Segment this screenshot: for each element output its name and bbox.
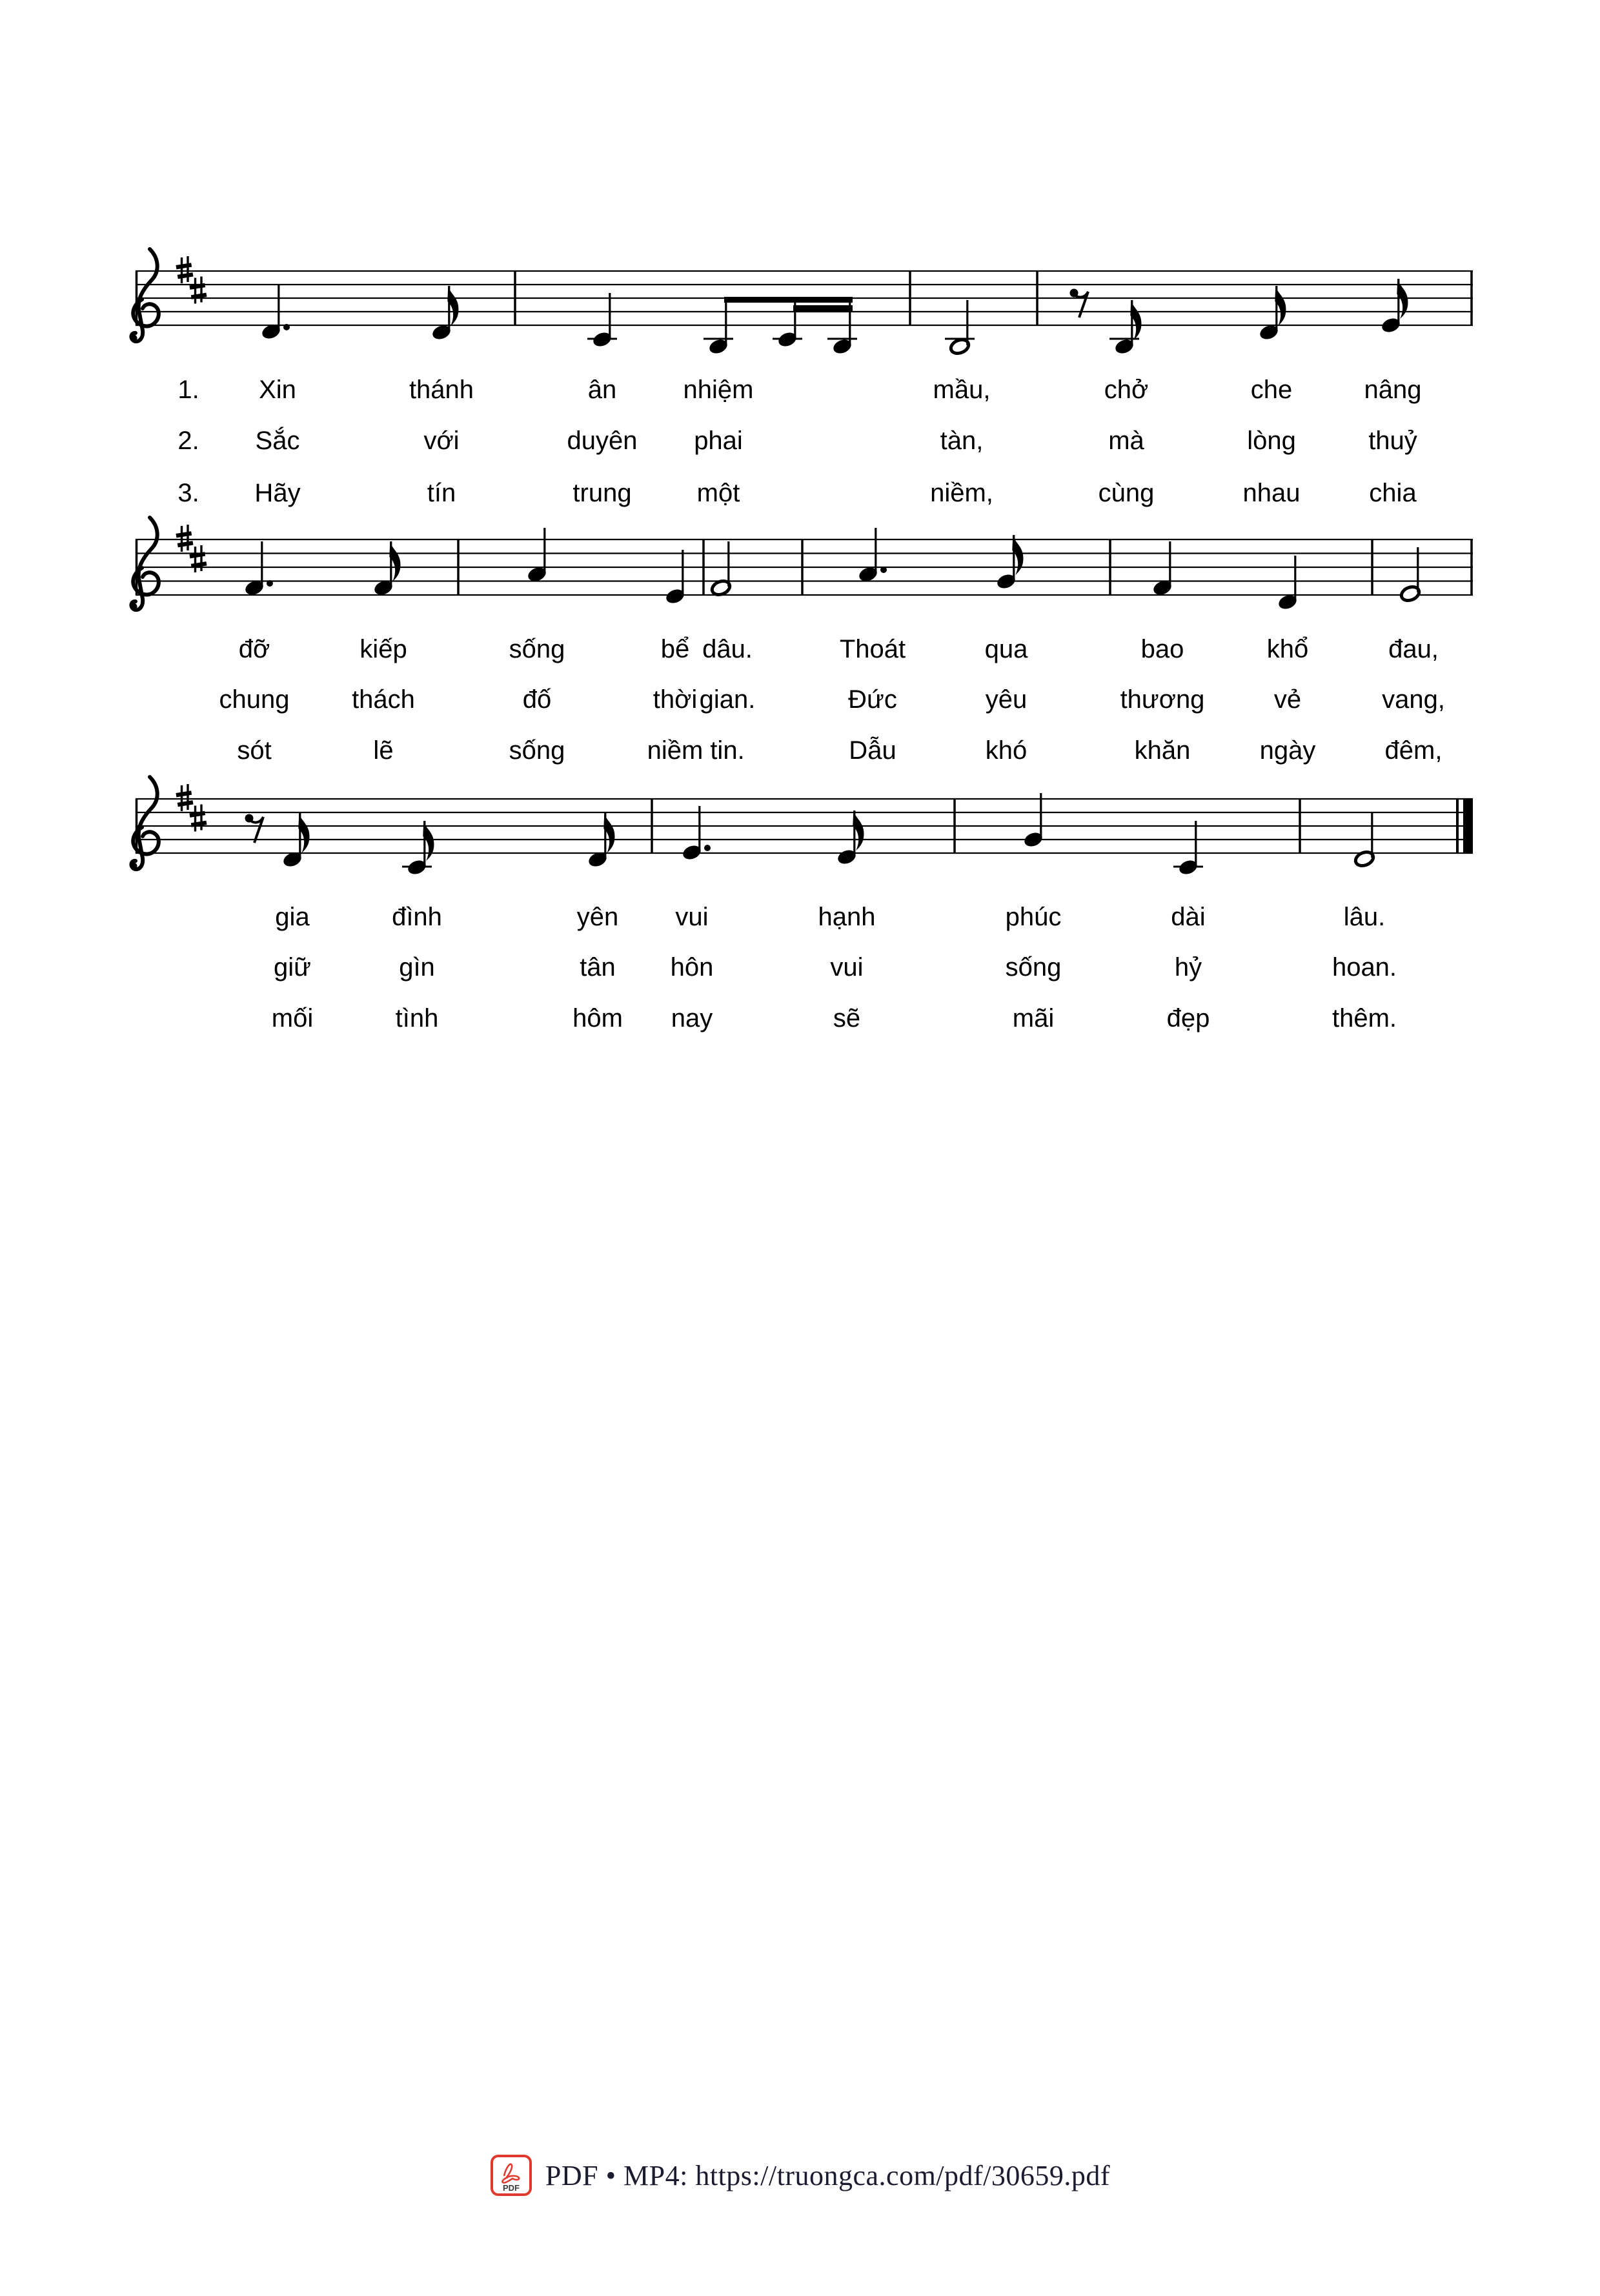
lyric-syllable: khăn [1134, 736, 1191, 765]
lyric-syllable: khổ [1266, 635, 1309, 663]
lyric-syllable: niềm, [930, 479, 993, 507]
lyric-syllable: hôn [670, 953, 714, 982]
footer [0, 2154, 1600, 2197]
lyric-syllable: vui [675, 903, 709, 931]
lyric-syllable: chia [1369, 479, 1417, 507]
lyric-syllable: tàn, [940, 427, 984, 455]
lyric-syllable: kiếp [359, 635, 407, 663]
lyric-syllable: một [696, 479, 740, 507]
lyric-syllable: đẹp [1166, 1004, 1210, 1032]
lyric-syllable: sống [509, 635, 565, 663]
svg-text:PDF: PDF [502, 2183, 520, 2193]
lyric-syllable: vẻ [1273, 685, 1302, 714]
lyric-syllable: hôm [572, 1004, 623, 1032]
lyric-syllable: sót [237, 736, 272, 765]
lyric-syllable: mầu, [933, 376, 991, 404]
lyric-syllable: giữ [274, 953, 311, 982]
lyric-syllable: Thoát [839, 635, 906, 663]
lyric-syllable: tin. [710, 736, 745, 765]
lyric-syllable: nhiệm [683, 376, 754, 404]
lyric-syllable: đố [522, 685, 552, 714]
footer-link[interactable]: PDF • MP4: https://truongca.com/pdf/30659.pdf [545, 2159, 1111, 2191]
lyric-syllable: thêm. [1332, 1004, 1397, 1032]
lyric-syllable: gìn [399, 953, 435, 982]
lyric-syllable: thương [1120, 685, 1205, 714]
lyric-syllable: thánh [409, 376, 474, 404]
lyric-syllable: thời [653, 685, 698, 714]
lyric-syllable: vang, [1382, 685, 1445, 714]
lyric-syllable: thách [352, 685, 415, 714]
lyric-syllable: bể [660, 635, 690, 663]
lyric-syllable: hạnh [818, 903, 876, 931]
lyric-syllable: phúc [1005, 903, 1062, 931]
lyric-syllable: hỷ [1174, 953, 1202, 982]
lyric-syllable: thuỷ [1368, 427, 1417, 455]
lyric-syllable: mãi [1012, 1004, 1055, 1032]
lyric-syllable: sẽ [833, 1004, 861, 1032]
lyric-syllable: yên [576, 903, 619, 931]
lyric-syllable: tân [580, 953, 616, 982]
lyric-syllable: qua [984, 635, 1028, 663]
lyric-syllable: chung [219, 685, 290, 714]
verse-number: 3. [177, 479, 199, 507]
lyric-syllable: niềm [647, 736, 704, 765]
lyric-syllable: Sắc [255, 427, 300, 455]
lyric-syllable: mối [271, 1004, 314, 1032]
lyric-syllable: lẽ [373, 736, 394, 765]
lyric-syllable: Hãy [254, 479, 301, 507]
lyric-syllable: nay [671, 1004, 713, 1032]
pdf-file-icon [490, 2154, 532, 2197]
lyric-syllable: nâng [1364, 376, 1422, 404]
lyric-syllable: trung [572, 479, 632, 507]
lyric-syllable: phai [694, 427, 743, 455]
verse-number: 2. [177, 427, 199, 455]
lyric-syllable: nhau [1242, 479, 1301, 507]
lyric-syllable: lâu. [1343, 903, 1386, 931]
lyric-syllable: Dẫu [849, 736, 896, 765]
lyric-syllable: Đức [848, 685, 897, 714]
lyric-syllable: đình [392, 903, 442, 931]
lyric-syllable: hoan. [1332, 953, 1397, 982]
lyric-syllable: đêm, [1384, 736, 1443, 765]
lyric-syllable: lòng [1247, 427, 1296, 455]
lyric-syllable: đau, [1388, 635, 1439, 663]
lyric-syllable: sống [509, 736, 565, 765]
lyric-syllable: tình [395, 1004, 439, 1032]
lyric-syllable: vui [830, 953, 864, 982]
lyric-syllable: dài [1171, 903, 1206, 931]
lyric-syllable: che [1250, 376, 1293, 404]
lyric-syllable: tín [427, 479, 456, 507]
lyric-syllable: gian. [699, 685, 756, 714]
lyric-syllable: bao [1140, 635, 1184, 663]
lyric-syllable: khó [985, 736, 1028, 765]
lyric-syllable: mà [1108, 427, 1144, 455]
lyric-syllable: chở [1104, 376, 1149, 404]
lyric-syllable: sống [1005, 953, 1062, 982]
lyric-syllable: ngày [1259, 736, 1316, 765]
lyric-syllable: với [423, 427, 460, 455]
lyric-syllable: ân [587, 376, 617, 404]
lyric-syllable: cùng [1098, 479, 1155, 507]
lyric-syllable: gia [275, 903, 310, 931]
verse-number: 1. [177, 376, 199, 404]
lyric-syllable: Xin [259, 376, 296, 404]
lyric-syllable: dâu. [702, 635, 753, 663]
lyric-syllable: duyên [567, 427, 638, 455]
lyric-syllable: yêu [985, 685, 1028, 714]
lyric-syllable: đỡ [238, 635, 270, 663]
